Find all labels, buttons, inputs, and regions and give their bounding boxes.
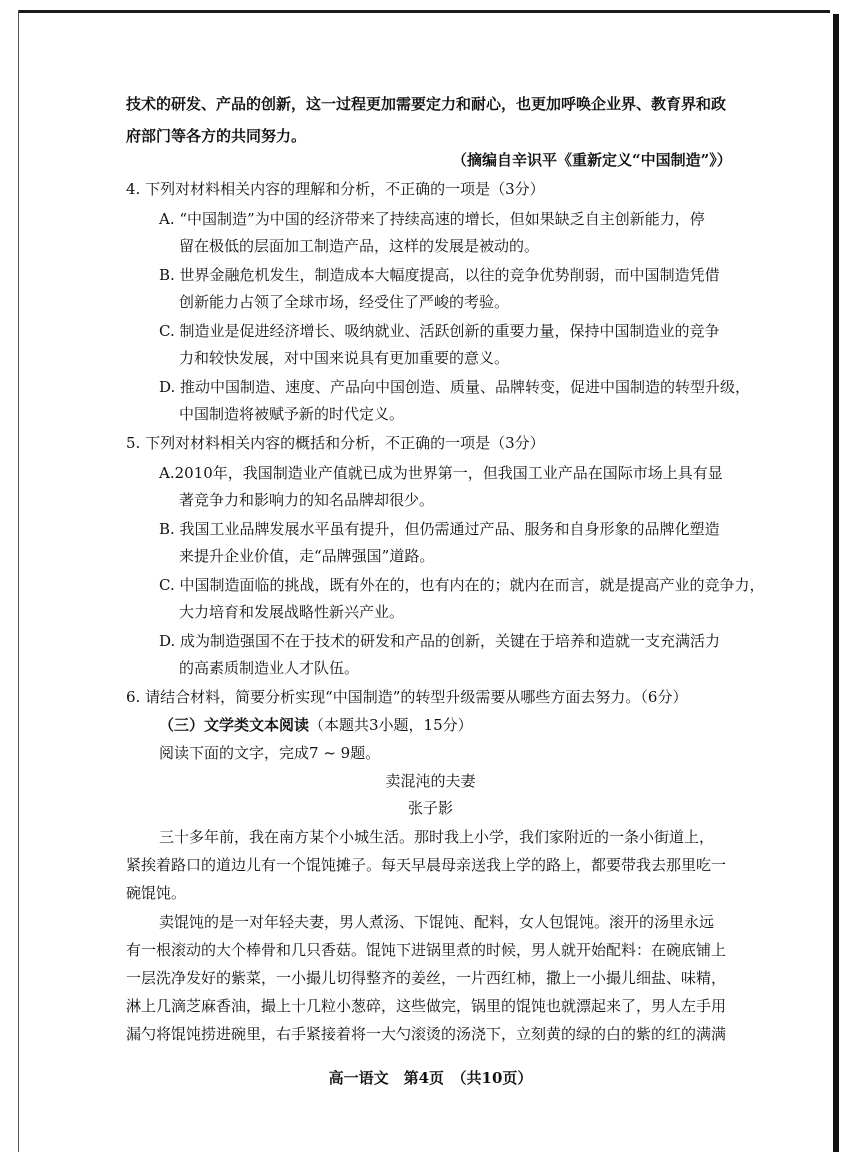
story-p1-line-1: 三十多年前，我在南方某个小城生活。那时我上小学，我们家附近的一条小街道上， [159,828,715,846]
q5-option-b-line-1: B. 我国工业品牌发展水平虽有提升，但仍需通过产品、服务和自身形象的品牌化塑造 [159,520,720,538]
source-citation: （摘编自辛识平《重新定义“中国制造”》） [452,151,732,169]
story-p1-line-3: 碗馄饨。 [126,884,187,902]
story-p2-line-5: 漏勺将馄饨捞进碗里，右手紧接着将一大勺滚烫的汤浇下，立刻黄的绿的白的紫的红的满满 [126,1025,727,1043]
q4-option-a-line-2: 留在极低的层面加工制造产品，这样的发展是被动的。 [179,237,540,255]
q6-stem: 6. 请结合材料，简要分析实现“中国制造”的转型升级需要从哪些方面去努力。（6分） [126,688,688,706]
q5-stem: 5. 下列对材料相关内容的概括和分析，不正确的一项是（3分） [126,434,545,452]
section-3-title: （三）文学类文本阅读 [159,716,310,734]
section-3-instruction: 阅读下面的文字，完成7 ~ 9题。 [159,744,381,762]
scan-border-left [18,10,19,1152]
q4-option-b-line-2: 创新能力占领了全球市场，经受住了严峻的考验。 [179,293,510,311]
story-p2-line-1: 卖馄饨的是一对年轻夫妻，男人煮汤、下馄饨、配料，女人包馄饨。滚开的汤里永远 [159,913,715,931]
q4-option-d-line-1: D. 推动中国制造、速度、产品向中国创造、质量、品牌转变，促进中国制造的转型升级， [159,378,751,396]
q5-option-c-line-2: 大力培育和发展战略性新兴产业。 [179,603,405,621]
section-3-note: （本题共3小题，15分） [309,716,473,734]
scan-border-right [833,14,839,1152]
story-p2-line-2: 有一根滚动的大个棒骨和几只香菇。馄饨下进锅里煮的时候，男人就开始配料：在碗底铺上 [126,941,727,959]
q5-option-b-line-2: 来提升企业价值，走“品牌强国”道路。 [179,547,435,565]
continuation-line-2: 府部门等各方的共同努力。 [126,127,307,145]
q5-option-d-line-2: 的高素质制造业人才队伍。 [179,659,360,677]
q5-option-a-line-1: A.2010年，我国制造业产值就已成为世界第一，但我国工业产品在国际市场上具有显 [159,464,723,482]
story-p1-line-2: 紧挨着路口的道边儿有一个馄饨摊子。每天早晨母亲送我上学的路上，都要带我去那里吃一 [126,856,727,874]
q4-option-d-line-2: 中国制造将被赋予新的时代定义。 [179,405,405,423]
q5-option-c-line-1: C. 中国制造面临的挑战，既有外在的，也有内在的；就内在而言，就是提高产业的竞争力， [159,576,765,594]
story-title: 卖混沌的夫妻 [385,772,476,790]
q4-option-c-line-1: C. 制造业是促进经济增长、吸纳就业、活跃创新的重要力量，保持中国制造业的竞争 [159,322,720,340]
story-p2-line-3: 一层洗净发好的紫菜，一小撮儿切得整齐的姜丝，一片西红柿，撒上一小撮儿细盐、味精， [126,969,727,987]
q4-option-b-line-1: B. 世界金融危机发生，制造成本大幅度提高，以往的竞争优势削弱，而中国制造凭借 [159,266,720,284]
scan-border-top [18,10,830,13]
story-author: 张子影 [407,799,453,817]
q5-option-d-line-1: D. 成为制造强国不在于技术的研发和产品的创新，关键在于培养和造就一支充满活力 [159,632,721,650]
story-p2-line-4: 淋上几滴芝麻香油，撮上十几粒小葱碎，这些做完，锅里的馄饨也就漂起来了，男人左手用 [126,997,727,1015]
continuation-line-1: 技术的研发、产品的创新，这一过程更加需要定力和耐心，也更加呼唤企业界、教育界和政 [126,95,727,113]
q5-option-a-line-2: 著竞争力和影响力的知名品牌却很少。 [179,491,435,509]
page-footer: 高一语文 第4页 （共10页） [328,1069,533,1087]
section-3-heading [159,715,473,735]
q4-option-c-line-2: 力和较快发展，对中国来说具有更加重要的意义。 [179,349,510,367]
q4-option-a-line-1: A. “中国制造”为中国的经济带来了持续高速的增长，但如果缺乏自主创新能力，停 [159,210,705,228]
q4-stem: 4. 下列对材料相关内容的理解和分析，不正确的一项是（3分） [126,180,545,198]
